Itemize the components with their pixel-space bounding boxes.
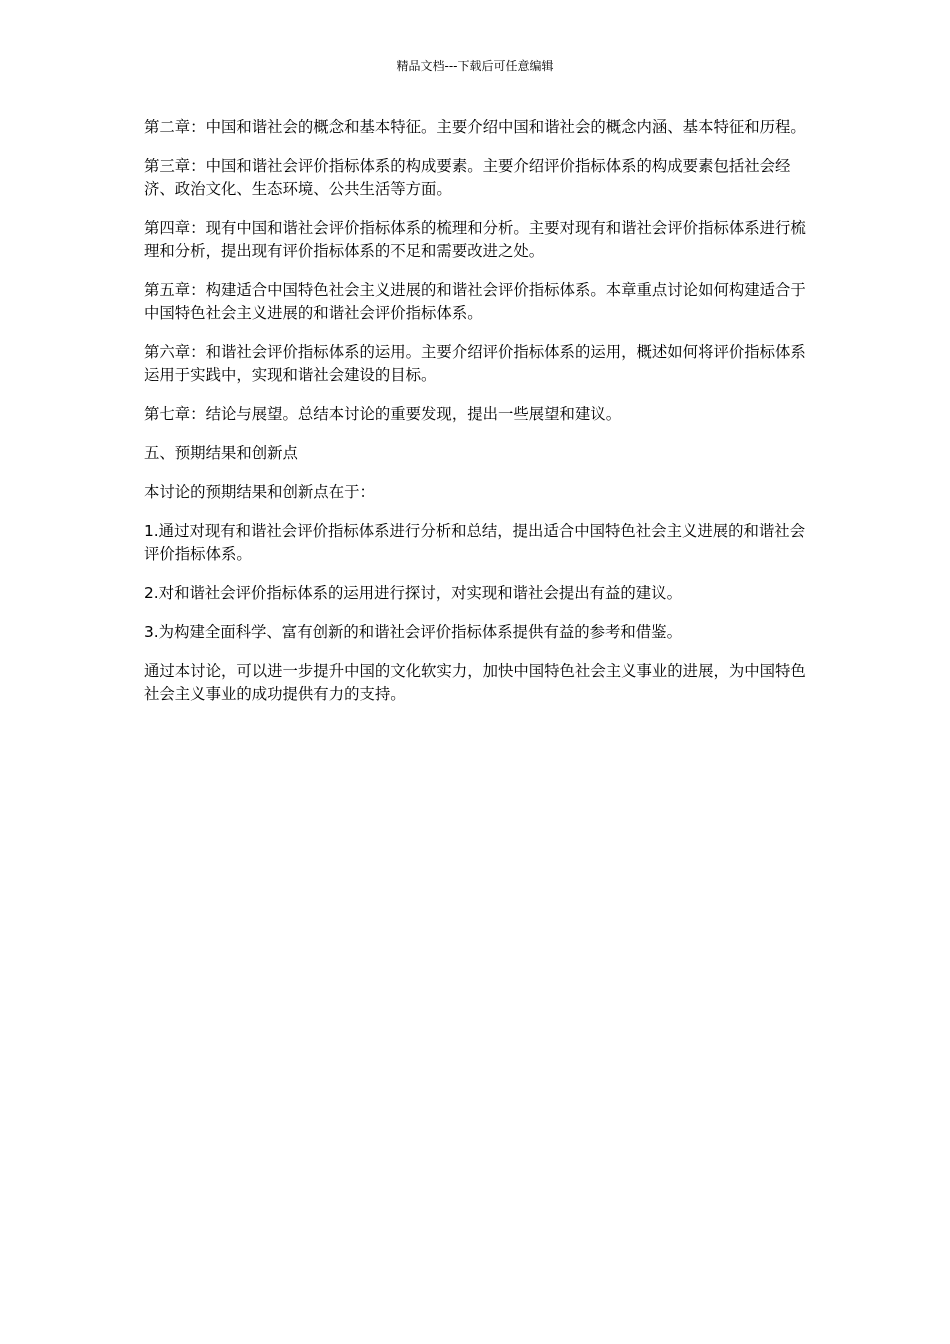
- paragraph-chapter-3: 第三章：中国和谐社会评价指标体系的构成要素。主要介绍评价指标体系的构成要素包括社会经济、政治文化、生态环境、公共生活等方面。: [144, 157, 791, 198]
- page-header: 精品文档---下载后可任意编辑: [396, 59, 554, 73]
- list-item-1: 1.通过对现有和谐社会评价指标体系进行分析和总结，提出适合中国特色社会主义进展的和谐社会评价指标体系。: [144, 522, 806, 563]
- paragraph-chapter-4: 第四章：现有中国和谐社会评价指标体系的梳理和分析。主要对现有和谐社会评价指标体系进行梳理和分析，提出现有评价指标体系的不足和需要改进之处。: [144, 219, 806, 260]
- list-item-3: 3.为构建全面科学、富有创新的和谐社会评价指标体系提供有益的参考和借鉴。: [144, 623, 682, 641]
- paragraph-conclusion: 通过本讨论，可以进一步提升中国的文化软实力，加快中国特色社会主义事业的进展，为中国特色社会主义事业的成功提供有力的支持。: [144, 662, 806, 703]
- list-item-2: 2.对和谐社会评价指标体系的运用进行探讨，对实现和谐社会提出有益的建议。: [144, 584, 682, 602]
- paragraph-chapter-2: 第二章：中国和谐社会的概念和基本特征。主要介绍中国和谐社会的概念内涵、基本特征和历程。: [144, 118, 806, 136]
- document-body: [144, 116, 806, 722]
- paragraph-intro: 本讨论的预期结果和创新点在于：: [144, 483, 375, 501]
- paragraph-chapter-6: 第六章：和谐社会评价指标体系的运用。主要介绍评价指标体系的运用，概述如何将评价指标体系运用于实践中，实现和谐社会建设的目标。: [144, 343, 806, 384]
- paragraph-chapter-5: 第五章：构建适合中国特色社会主义进展的和谐社会评价指标体系。本章重点讨论如何构建适合于中国特色社会主义进展的和谐社会评价指标体系。: [144, 281, 806, 322]
- paragraph-chapter-7: 第七章：结论与展望。总结本讨论的重要发现，提出一些展望和建议。: [144, 405, 622, 423]
- section-heading-expected-results: 五、预期结果和创新点: [144, 444, 298, 462]
